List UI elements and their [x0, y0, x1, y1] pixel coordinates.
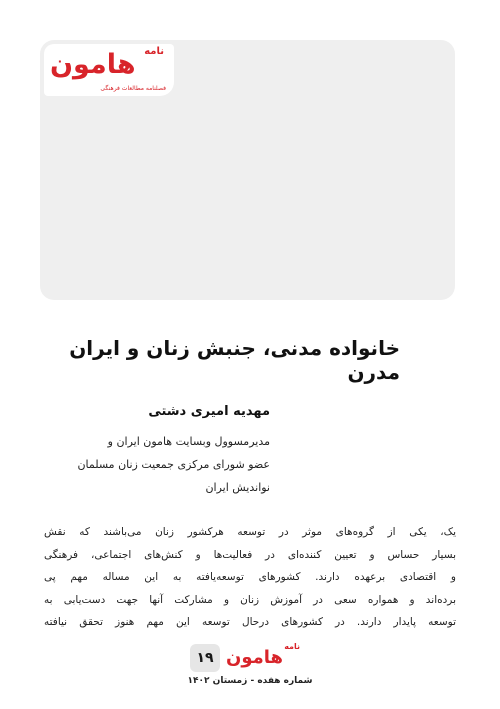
logo-subtitle: فصلنامه مطالعات فرهنگی	[100, 85, 166, 92]
author-role-line: مدیرمسوول وبسایت هامون ایران و	[107, 435, 270, 448]
author-name: مهدیه امیری دشتی	[148, 404, 270, 419]
issue-info: شماره هفده - زمستان ۱۴۰۲	[187, 676, 313, 686]
logo-prefix: نامه	[144, 46, 164, 57]
body-line: بسیار حساس و تعیین کننده‌ای در فعالیت‌ها و کنش‌های اجتماعی، فرهنگی	[44, 548, 456, 561]
footer-logo-prefix: نامه	[284, 642, 300, 651]
body-line: توسعه پایدار دارند. در کشورهای درحال توسعه این مهم هنوز تحقق نیافته	[44, 616, 456, 628]
author-description	[40, 430, 270, 499]
page-number: ۱۹	[190, 644, 220, 672]
body-line: و اقتصادی برعهده دارند. کشورهای توسعه‌یافته به این مساله مهم پی	[44, 571, 456, 583]
magazine-logo	[44, 44, 174, 96]
logo-name: هامون	[50, 49, 136, 80]
article-body	[44, 521, 456, 634]
footer-logo-name: هامون	[226, 647, 284, 668]
article-title: خانواده مدنی، جنبش زنان و ایران مدرن	[69, 336, 400, 384]
body-line: برده‌اند و همواره سعی در آموزش زنان و مشارکت آنها جهت دست‌یابی به	[44, 593, 456, 606]
author-role-line: عضو شورای مرکزی جمعیت زنان مسلمان نواندیش ایران	[77, 458, 270, 494]
footer-logo	[190, 644, 300, 674]
body-line: یک، یکی از گروه‌های موثر در توسعه هرکشور زنان می‌باشند که نقش	[44, 526, 456, 538]
